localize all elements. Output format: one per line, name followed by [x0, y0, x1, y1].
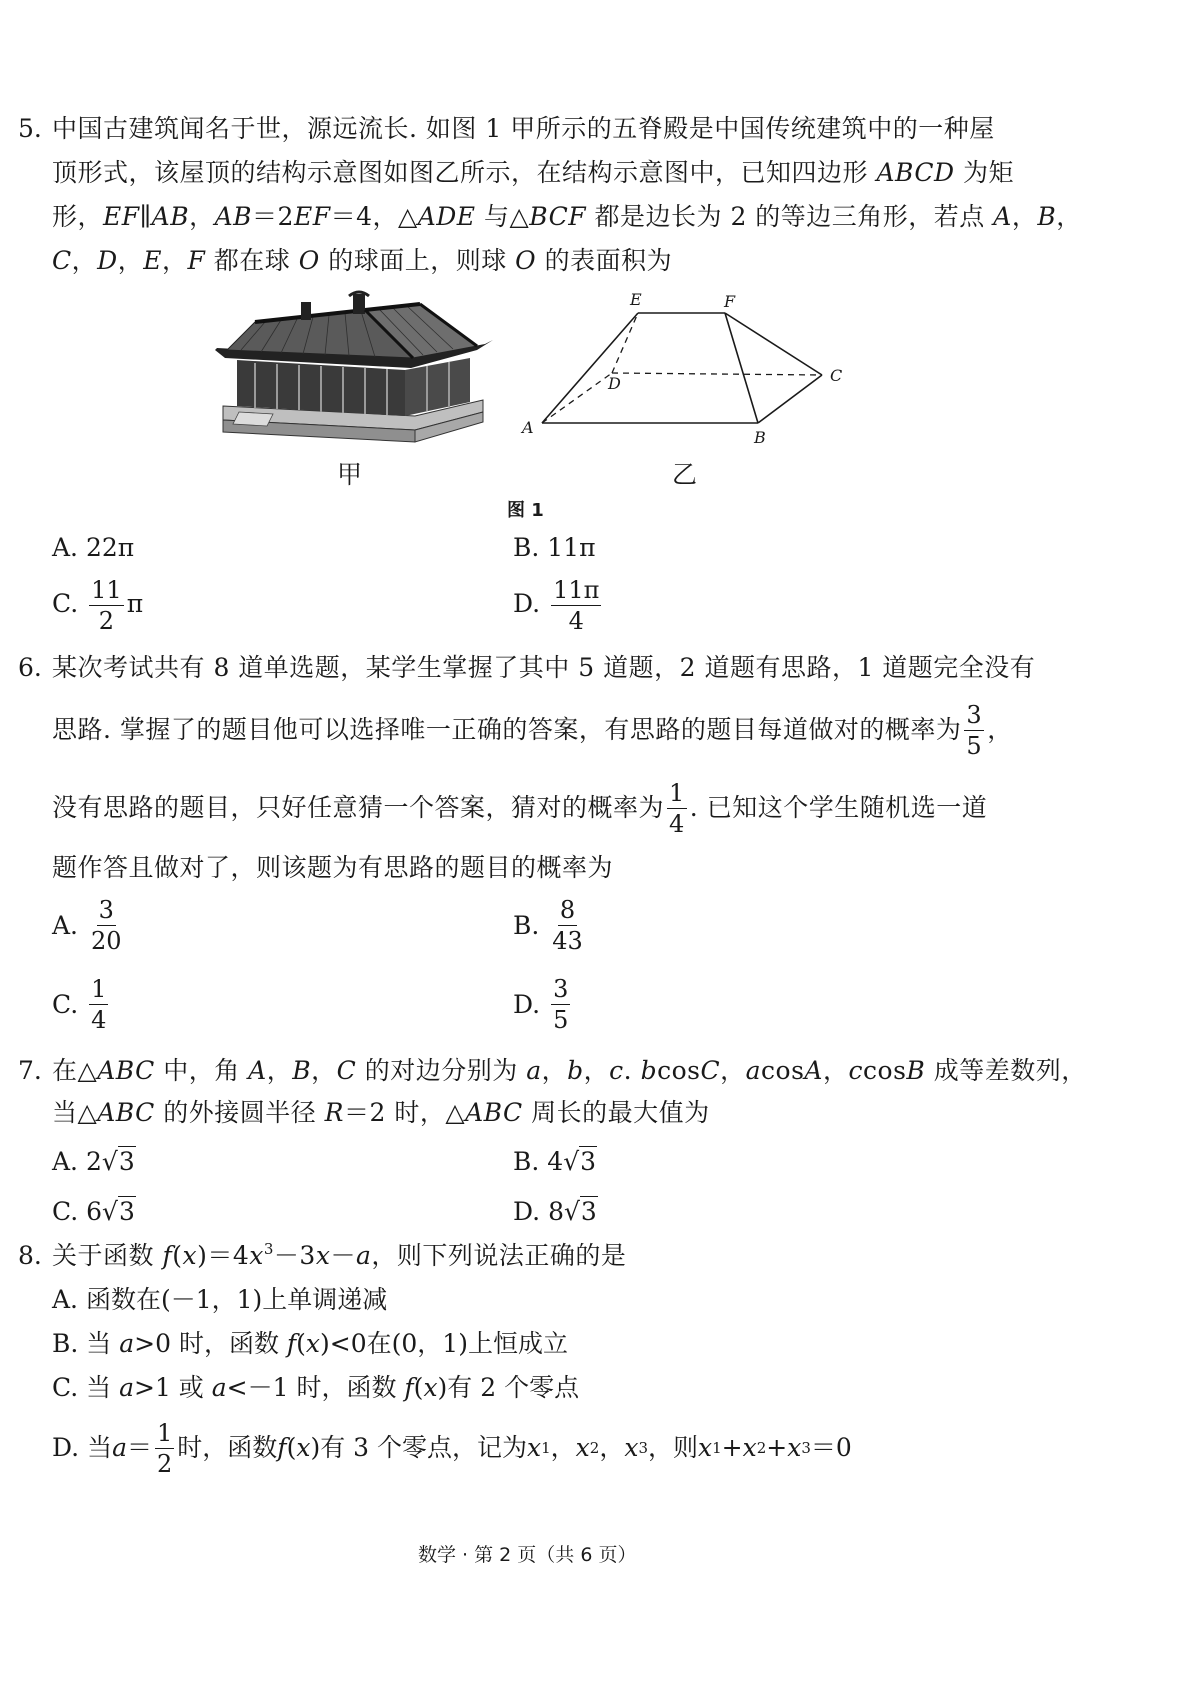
- question-7-line-2: 当△ABC 的外接圆半径 R＝2 时，△ABC 周长的最大值为: [52, 1098, 710, 1127]
- question-7-line-1: 在△ABC 中，角 A，B，C 的对边分别为 a，b，c. bcosC，acosA，ccosB 成等差数列，: [52, 1056, 1087, 1085]
- question-5-option-c: C. $\frac{11}{2}$ π: [52, 576, 144, 635]
- question-5-line-4: C，D，E，F 都在球 O 的球面上，则球 O 的表面积为: [52, 246, 673, 275]
- page-footer: 数学 · 第 2 页（共 6 页）: [418, 1544, 637, 1566]
- fraction: $\frac{3}{5}$: [966, 700, 983, 760]
- question-8-stem: 关于函数 $f(x)=4x^3-3x-a$，则下列说法正确的是: [52, 1240, 627, 1270]
- sqrt-symbol: √3: [563, 1147, 597, 1176]
- question-8-option-b: B. 当 a>0 时，函数 f(x)<0在(0，1)上恒成立: [52, 1329, 568, 1358]
- question-8-option-c: C. 当 a>1 或 a<－1 时，函数 f(x)有 2 个零点: [52, 1373, 580, 1402]
- structure-diagram: [520, 285, 860, 455]
- question-5-option-d: D. $\frac{11\pi}{4}$: [513, 576, 600, 635]
- fraction: $\frac{11}{2}$: [91, 576, 122, 635]
- question-8-number: 8.: [18, 1241, 42, 1270]
- point-label-b: B: [754, 428, 766, 447]
- fraction: $\frac{1}{4}$: [91, 975, 107, 1034]
- question-6-line-1: 某次考试共有 8 道单选题，某学生掌握了其中 5 道题，2 道题有思路，1 道题完全没有: [52, 653, 1036, 682]
- point-label-d: D: [608, 374, 621, 393]
- fraction: $\frac{1}{4}$: [669, 778, 685, 838]
- figure-yi-caption: 乙: [672, 460, 698, 489]
- question-7-number: 7.: [18, 1056, 42, 1085]
- fraction: $\frac{3}{20}$: [90, 896, 122, 955]
- question-5-line-1: 中国古建筑闻名于世，源远流长. 如图 1 甲所示的五脊殿是中国传统建筑中的一种屋: [52, 114, 995, 143]
- point-label-a: A: [522, 418, 534, 437]
- question-5-line-3: 形，EF∥AB，AB＝2EF＝4，△ADE 与△BCF 都是边长为 2 的等边三角形，若点 A，B，: [52, 202, 1082, 231]
- question-8-option-a: A. 函数在(－1，1)上单调递减: [52, 1285, 388, 1314]
- question-6-line-4: 题作答且做对了，则该题为有思路的题目的概率为: [52, 853, 614, 882]
- point-label-f: F: [724, 292, 736, 311]
- question-6-option-d: D. $\frac{3}{5}$: [513, 975, 569, 1034]
- question-8-option-d: D. 当 a ＝ $\frac{1}{2}$ 时，函数 f ( x )有 3 个零点，记为 x 1 ， x 2 ， x 3 ，则 x 1 + x 2 + x 3 ＝0: [52, 1418, 852, 1478]
- fraction: $\frac{3}{5}$: [553, 975, 569, 1034]
- fraction: $\frac{8}{43}$: [552, 896, 583, 955]
- question-6-line-2: 思路. 掌握了的题目他可以选择唯一正确的答案，有思路的题目每道做对的概率为 $\frac{3}{5}$ ，: [52, 700, 1013, 760]
- point-label-c: C: [830, 366, 843, 385]
- question-6-option-c: C. $\frac{1}{4}$: [52, 975, 107, 1034]
- sqrt-symbol: √3: [102, 1197, 135, 1226]
- fraction: $\frac{1}{2}$: [157, 1418, 173, 1478]
- question-5-line-2: 顶形式，该屋顶的结构示意图如图乙所示，在结构示意图中，已知四边形 ABCD 为矩: [52, 158, 1014, 187]
- question-7-option-b: B. 4√3: [513, 1147, 597, 1176]
- question-6-line-3: 没有思路的题目，只好任意猜一个答案，猜对的概率为 $\frac{1}{4}$ . 已知这个学生随机选一道: [52, 778, 988, 838]
- sqrt-symbol: √3: [563, 1197, 597, 1226]
- figure-1-caption: 图 1: [507, 500, 544, 521]
- point-label-e: E: [630, 290, 642, 309]
- sqrt-symbol: √3: [101, 1147, 135, 1176]
- figure-jia-caption: 甲: [337, 460, 363, 489]
- question-7-option-d: D. 8√3: [513, 1197, 597, 1226]
- question-5-option-b: B. 11π: [513, 533, 596, 562]
- question-6-number: 6.: [18, 653, 42, 682]
- question-6-option-a: A. $\frac{3}{20}$: [52, 896, 122, 955]
- question-7-option-a: A. 2√3: [52, 1147, 135, 1176]
- question-6-option-b: B. $\frac{8}{43}$: [513, 896, 583, 955]
- fraction: $\frac{11\pi}{4}$: [553, 576, 600, 635]
- question-7-option-c: C. 6√3: [52, 1197, 135, 1226]
- question-5-option-a: A. 22π: [52, 533, 135, 562]
- palace-illustration: [215, 288, 495, 453]
- question-5-number: 5.: [18, 114, 42, 143]
